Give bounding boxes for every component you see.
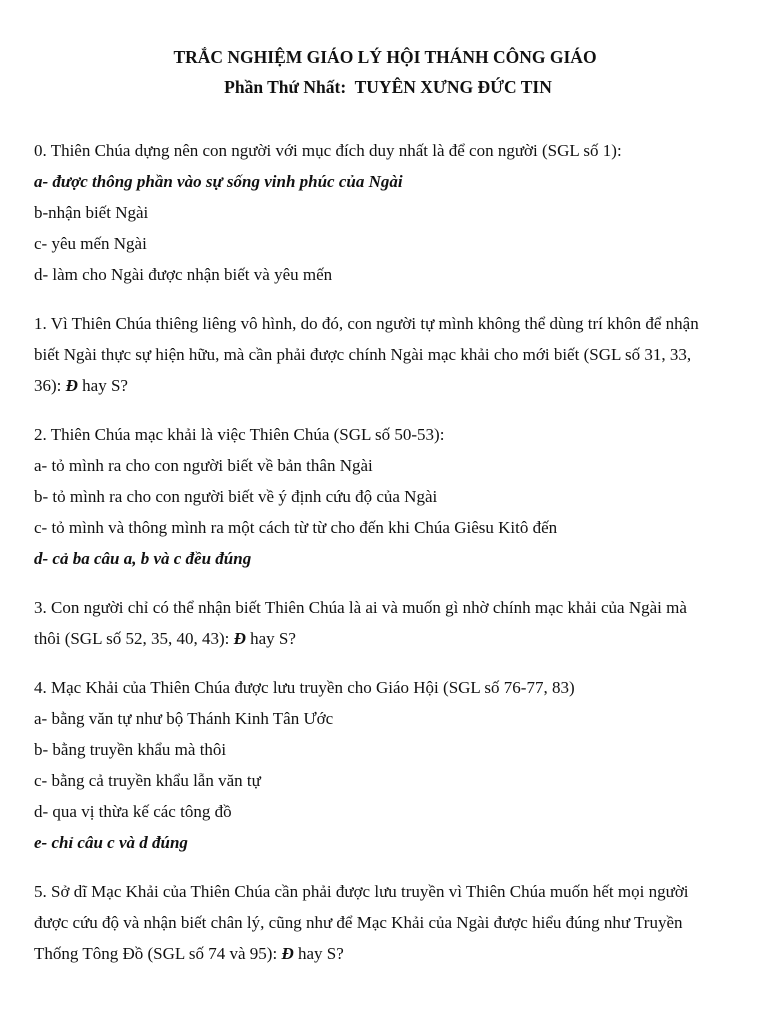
question-stem-line: 5. Sở dĩ Mạc Khải của Thiên Chúa cần phải được lưu truyền vì Thiên Chúa muốn hết mọi người xyxy=(34,882,689,901)
question-3 xyxy=(34,592,728,654)
true-mark: Đ xyxy=(233,629,246,648)
true-false-tail: hay S? xyxy=(297,944,344,963)
option-d: d- làm cho Ngài được nhận biết và yêu mến xyxy=(34,265,333,284)
question-stem-line: được cứu độ và nhận biết chân lý, cũng như để Mạc Khải của Ngài được hiểu đúng như Truyền xyxy=(34,913,683,932)
true-false-tail: hay S? xyxy=(82,376,128,395)
option-b: b- tỏ mình ra cho con người biết về ý định cứu độ của Ngài xyxy=(34,487,438,506)
option-d-correct: d- cả ba câu a, b và c đều đúng xyxy=(34,549,252,568)
stem-end-text: 36): xyxy=(34,376,62,395)
question-stem: 0. Thiên Chúa dựng nên con người với mục đích duy nhất là để con người (SGL số 1): xyxy=(34,141,622,160)
option-a: a- tỏ mình ra cho con người biết về bản thân Ngài xyxy=(34,456,373,475)
question-stem: 4. Mạc Khải của Thiên Chúa được lưu truyền cho Giáo Hội (SGL số 76-77, 83) xyxy=(34,678,575,697)
part-heading xyxy=(34,76,728,98)
part-label: Phần Thứ Nhất: xyxy=(224,77,347,97)
question-stem-end xyxy=(34,623,728,654)
question-stem-end xyxy=(34,370,728,401)
question-list xyxy=(34,135,728,969)
true-mark: Đ xyxy=(65,376,78,395)
option-a-correct: a- được thông phần vào sự sống vinh phúc của Ngài xyxy=(34,172,403,191)
part-name: TUYÊN XƯNG ĐỨC TIN xyxy=(354,77,552,97)
true-mark: Đ xyxy=(281,944,294,963)
option-b: b- bằng truyền khẩu mà thôi xyxy=(34,740,227,759)
question-1 xyxy=(34,308,728,401)
option-b: b-nhận biết Ngài xyxy=(34,203,149,222)
question-stem: 2. Thiên Chúa mạc khải là việc Thiên Chúa (SGL số 50-53): xyxy=(34,425,445,444)
stem-end-text: Thống Tông Đồ (SGL số 74 và 95): xyxy=(34,944,278,963)
question-stem-line: 1. Vì Thiên Chúa thiêng liêng vô hình, do đó, con người tự mình không thể dùng trí khôn để nhận xyxy=(34,314,699,333)
question-stem-end xyxy=(34,938,728,969)
document-title: TRẮC NGHIỆM GIÁO LÝ HỘI THÁNH CÔNG GIÁO xyxy=(173,47,597,67)
option-e-correct: e- chỉ câu c và d đúng xyxy=(34,833,188,852)
option-d: d- qua vị thừa kế các tông đồ xyxy=(34,802,232,821)
option-c: c- tỏ mình và thông mình ra một cách từ từ cho đến khi Chúa Giêsu Kitô đến xyxy=(34,518,558,537)
option-a: a- bằng văn tự như bộ Thánh Kinh Tân Ước xyxy=(34,709,334,728)
question-5 xyxy=(34,876,728,969)
option-c: c- bằng cả truyền khẩu lẫn văn tự xyxy=(34,771,261,790)
stem-end-text: thôi (SGL số 52, 35, 40, 43): xyxy=(34,629,230,648)
question-4 xyxy=(34,672,728,858)
true-false-tail: hay S? xyxy=(250,629,296,648)
question-stem-line: biết Ngài thực sự hiện hữu, mà cần phải được chính Ngài mạc khải cho mới biết (SGL số 31, 33, xyxy=(34,345,692,364)
question-2 xyxy=(34,419,728,574)
question-0 xyxy=(34,135,728,290)
option-c: c- yêu mến Ngài xyxy=(34,234,147,253)
question-stem-line: 3. Con người chỉ có thể nhận biết Thiên Chúa là ai và muốn gì nhờ chính mạc khải của Ngài mà xyxy=(34,598,687,617)
